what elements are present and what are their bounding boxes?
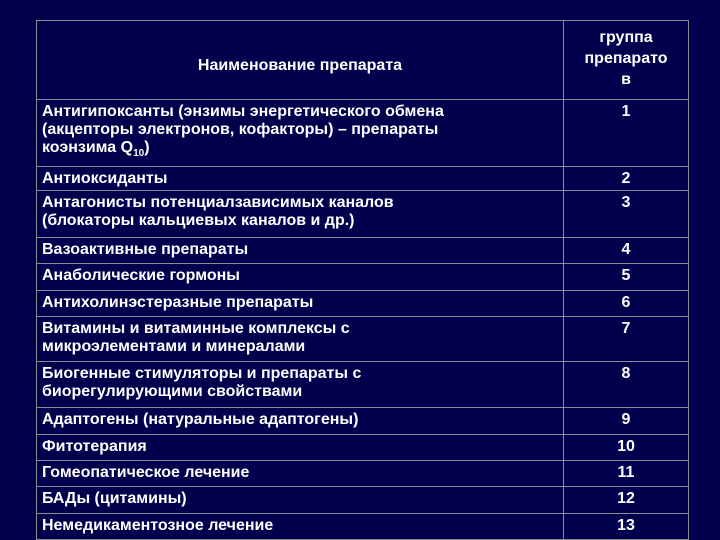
group-number-cell: 8 [564, 361, 689, 408]
drug-name-cell [37, 361, 564, 408]
table-row [37, 237, 689, 263]
table-row [37, 487, 689, 513]
table-row [37, 460, 689, 486]
header-group-line2: препарато [584, 50, 668, 67]
group-number-cell: 13 [564, 513, 689, 539]
drug-name-line: Антигипоксанты (энзимы энергетического обмена [42, 103, 444, 121]
table-row [37, 408, 689, 434]
header-group [564, 21, 689, 100]
table-row [37, 361, 689, 408]
drug-name-cell: Адаптогены (натуральные адаптогены) [37, 408, 564, 434]
drug-name-line: микроэлементами и минералами [42, 337, 306, 355]
drug-name-text: ) [144, 139, 150, 157]
drug-name-cell: БАДы (цитамины) [37, 487, 564, 513]
drug-name-cell: Фитотерапия [37, 434, 564, 460]
drug-name-cell: Немедикаментозное лечение [37, 513, 564, 539]
group-number-cell: 12 [564, 487, 689, 513]
drug-name-line [42, 139, 555, 160]
group-number-cell: 6 [564, 290, 689, 316]
table-row [37, 513, 689, 539]
drug-name-cell: Анаболические гормоны [37, 264, 564, 290]
group-number-cell: 7 [564, 316, 689, 361]
drug-name-cell [37, 316, 564, 361]
drug-name-cell: Вазоактивные препараты [37, 237, 564, 263]
drug-name-cell [37, 100, 564, 167]
group-number-cell: 10 [564, 434, 689, 460]
table-row [37, 316, 689, 361]
drug-name-cell [37, 191, 564, 238]
drug-name-line: Витамины и витаминные комплексы с [42, 319, 350, 337]
drug-name-cell: Антиоксиданты [37, 166, 564, 190]
subscript-number: 10 [133, 148, 145, 160]
drug-name-text: коэнзима Q [42, 139, 134, 157]
group-number-cell: 9 [564, 408, 689, 434]
table-row [37, 191, 689, 238]
header-group-line3: в [621, 71, 631, 88]
drug-name-cell: Антихолинэстеразные препараты [37, 290, 564, 316]
group-number-cell: 2 [564, 166, 689, 190]
table-row [37, 290, 689, 316]
drug-name-line: (блокаторы кальциевых каналов и др.) [42, 212, 355, 230]
group-number-cell: 3 [564, 191, 689, 238]
drug-name-line: биорегулирующими свойствами [42, 382, 303, 400]
table-row [37, 100, 689, 167]
header-drug-name-label: Наименование препарата [197, 57, 403, 75]
group-number-cell: 5 [564, 264, 689, 290]
table-row [37, 166, 689, 190]
header-drug-name [37, 21, 564, 100]
header-group-line1: группа [599, 29, 653, 46]
group-number-cell: 1 [564, 100, 689, 167]
drug-name-line: Антагонисты потенциалзависимых каналов [42, 194, 394, 212]
drug-name-line: Биогенные стимуляторы и препараты с [42, 364, 362, 382]
table-row [37, 434, 689, 460]
drug-groups-table [36, 20, 689, 540]
group-number-cell: 11 [564, 460, 689, 486]
table-header-row [37, 21, 689, 100]
group-number-cell: 4 [564, 237, 689, 263]
drug-name-cell: Гомеопатическое лечение [37, 460, 564, 486]
drug-name-line: (акцепторы электронов, кофакторы) – препараты [42, 121, 439, 139]
table-row [37, 264, 689, 290]
